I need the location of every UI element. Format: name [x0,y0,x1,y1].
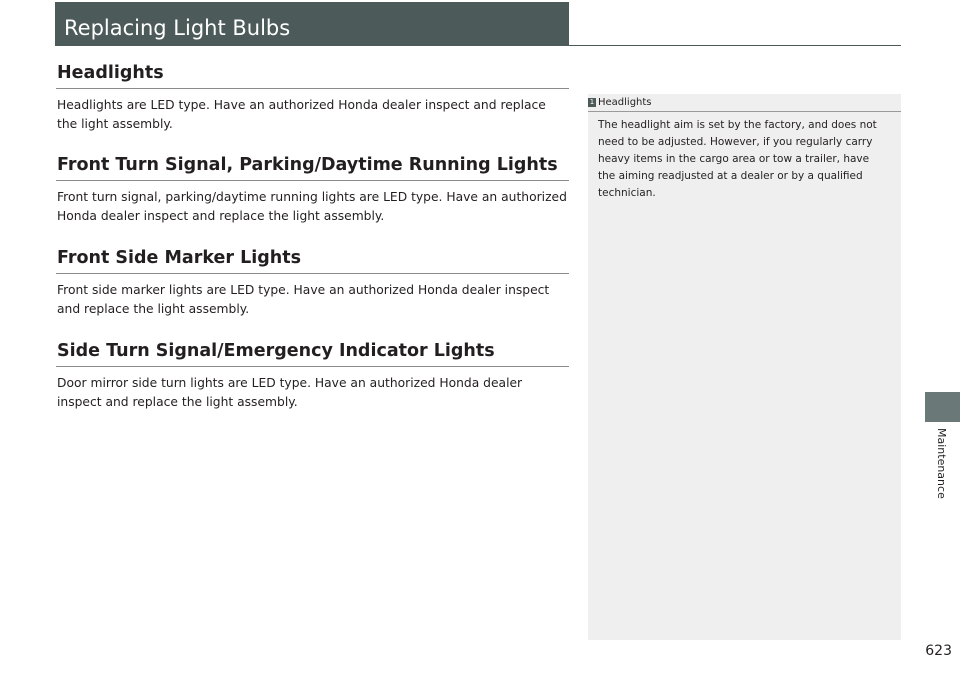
section-text: Door mirror side turn lights are LED type. Have an authorized Honda dealer inspect and replace the light assembly. [57,376,523,409]
section-front-turn-signal [56,153,569,226]
note-heading [588,96,652,110]
note-text: The headlight aim is set by the factory, and does not need to be adjusted. However, if you regularly carry heavy items in the cargo area or tow a trailer, have the aiming readjusted at a dealer or by a qualified technician. [598,119,877,199]
section-heading: Front Side Marker Lights [57,248,302,268]
note-badge: 1 [589,98,595,106]
page-title-bar [55,2,569,46]
heading-divider [56,88,569,89]
side-tab-marker [925,392,960,422]
section-heading: Front Turn Signal, Parking/Daytime Running Lights [57,155,558,175]
section-text: Front side marker lights are LED type. Have an authorized Honda dealer inspect and replace the light assembly. [57,283,550,316]
note-divider [588,111,901,112]
note-panel [588,94,901,640]
heading-divider [56,366,569,367]
section-heading: Side Turn Signal/Emergency Indicator Lights [57,341,495,361]
section-headlights [56,61,569,134]
section-heading: Headlights [57,63,164,83]
side-tab-label: Maintenance [935,428,948,499]
section-front-side-marker [56,246,569,319]
page-title: Replacing Light Bulbs [64,16,291,40]
section-text: Headlights are LED type. Have an authorized Honda dealer inspect and replace the light assembly. [57,98,546,131]
heading-divider [56,273,569,274]
section-text: Front turn signal, parking/daytime running lights are LED type. Have an authorized Honda dealer inspect and replace the light assembly. [57,190,567,223]
heading-divider [56,180,569,181]
page-number: 623 [925,643,952,659]
title-rule [569,45,901,46]
note-title: Headlights [598,97,652,108]
section-side-turn-signal [56,339,569,412]
